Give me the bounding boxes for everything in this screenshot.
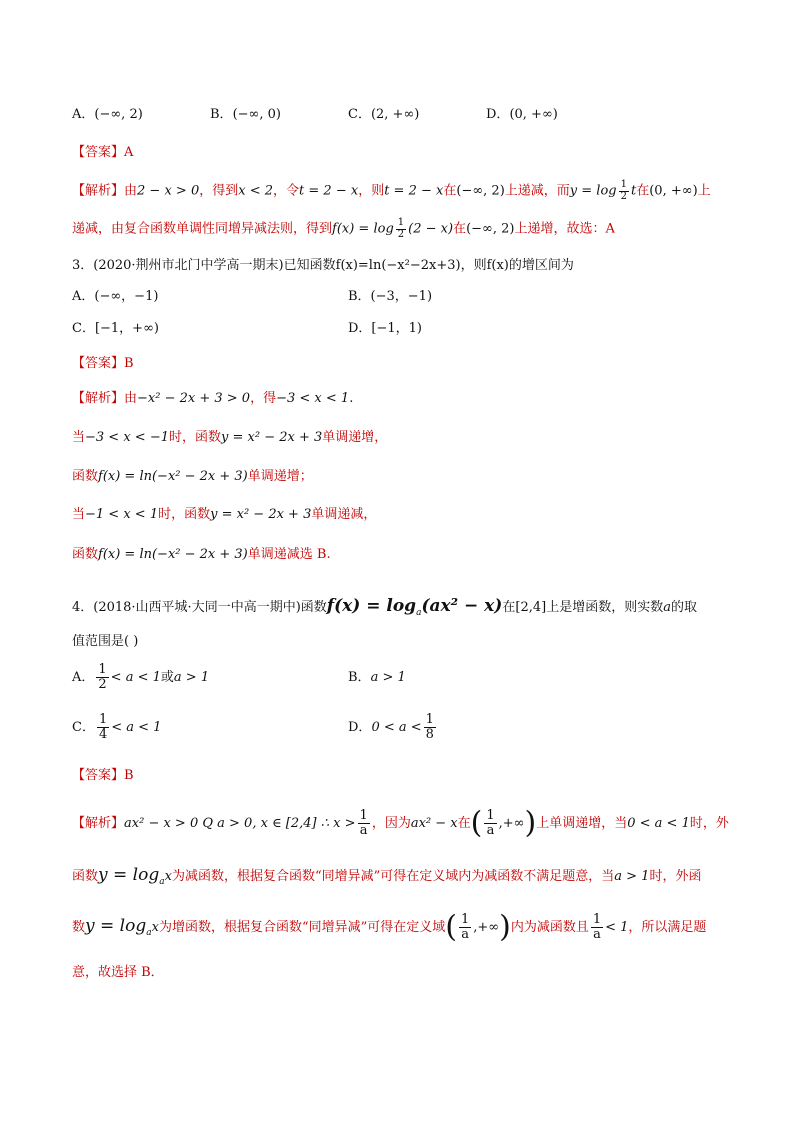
q2-answer: 【答案】A: [72, 145, 134, 160]
q4-explanation-line-1: 【解析】ax² − x > 0 Q a > 0, x ∈ [2,4] ∴ x > $\frac{1}{a}$ ，因为ax² − x在( $\frac{1}{a}$ ,+∞)上单调递增，当0 < a < 1时，外: [72, 805, 729, 841]
q4-option-c: C． $\frac{1}{4}$ < a < 1: [72, 712, 162, 742]
q4-option-a: A． $\frac{1}{2}$ < a < 1或a > 1: [72, 662, 210, 692]
q2-option-d: D．(0, +∞): [486, 107, 558, 122]
q4-stem-line-2: 值范围是( ): [72, 634, 139, 649]
q3-explanation-line-2: 当−3 < x < −1时，函数y = x² − 2x + 3单调递增，: [72, 430, 388, 445]
q3-option-a: A．(−∞，−1): [72, 289, 159, 304]
q3-explanation-line-5: 函数f(x) = ln(−x² − 2x + 3)单调递减选 B.: [72, 547, 331, 562]
q2-explanation-line-1: 【解析】由2 − x > 0，得到x < 2，令t = 2 − x，则t = 2 − x在(−∞, 2)上递减，而y = log $\frac{1}{2}$ t在(0, +∞)上: [72, 179, 711, 202]
q4-answer: 【答案】B: [72, 768, 134, 783]
q3-explanation-line-3: 函数f(x) = ln(−x² − 2x + 3)单调递增；: [72, 469, 313, 484]
q2-option-a: A．(−∞, 2): [72, 107, 143, 122]
q3-option-c: C．[−1，+∞): [72, 321, 159, 336]
q4-stem-line-1: 4．(2018·山西平城·大同一中高一期中)函数$f(x) = \log_a(ax^2 - x)$在[2,4]上是增函数，则实数a的取: [72, 596, 697, 618]
q4-explanation-line-2: 函数$y = \log_ax$为减函数，根据复合函数“同增异减”可得在定义域内为减函数不满足题意，当a > 1时，外函: [72, 865, 702, 887]
q3-answer: 【答案】B: [72, 356, 134, 371]
q3-option-b: B．(−3，−1): [348, 289, 433, 304]
q4-explanation-line-4: 意，故选择 B．: [72, 965, 164, 980]
q2-option-b: B．(−∞, 0): [210, 107, 281, 122]
q4-option-d: D．0 < a < $\frac{1}{8}$: [348, 712, 434, 742]
q4-option-b: B．a > 1: [348, 670, 406, 685]
q3-option-d: D．[−1，1): [348, 321, 423, 336]
q3-explanation-line-4: 当−1 < x < 1时，函数y = x² − 2x + 3单调递减，: [72, 507, 377, 522]
q4-explanation-line-3: 数$y = \log_ax$为增函数，根据复合函数“同增异减”可得在定义域( $\frac{1}{a}$ ,+∞)内为减函数且 $\frac{1}{a}$ < 1，所以满足题: [72, 909, 707, 945]
q3-stem: 3．(2020·荆州市北门中学高一期末)已知函数f(x)=ln(−x²−2x+3)，则f(x)的增区间为: [72, 258, 574, 273]
q2-explanation-line-2: 递减，由复合函数单调性同增异减法则，得到f(x) = log $\frac{1}{2}$ (2 − x)在(−∞, 2)上递增，故选：A: [72, 217, 615, 240]
q2-option-c: C．(2, +∞): [348, 107, 420, 122]
q3-explanation-line-1: 【解析】由−x² − 2x + 3 > 0，得−3 < x < 1.: [72, 391, 354, 406]
